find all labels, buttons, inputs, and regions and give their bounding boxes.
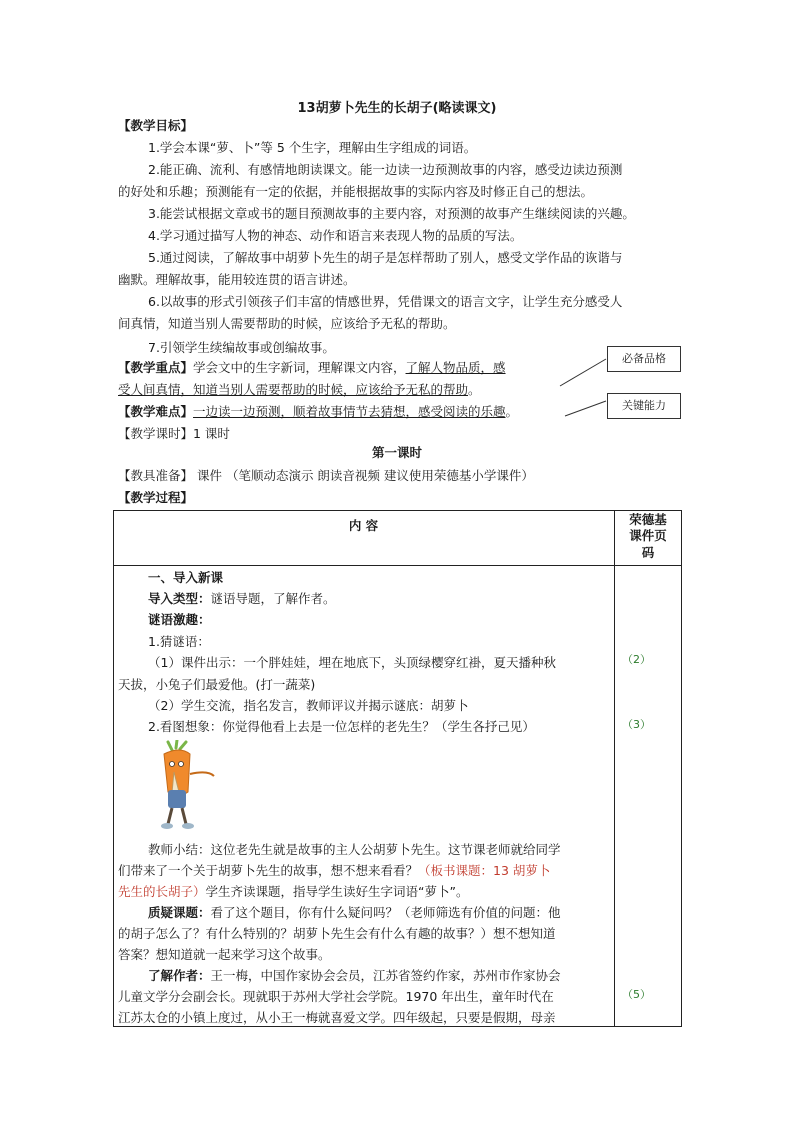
carrot-leaves [168,740,186,750]
page-code: （5） [622,988,651,1001]
difficulty-end: 。 [505,404,519,419]
courseware-line: （1）课件出示：一个胖娃娃，埋在地底下，头顶绿樱穿红褂，夏天播种秋 [148,655,556,670]
class-hours: 【教学课时】1 课时 [118,426,230,441]
question-text: 看了这个题目，你有什么疑问吗？（老师筛选有价值的问题：他 [210,905,561,920]
riddle-label: 谜语激趣： [148,612,211,627]
intro-type [148,589,336,609]
carrot-gentleman-illustration [150,740,220,832]
objective-item: 2.能正确、流利、有感情地朗读课文。能一边读一边预测故事的内容，感受边读边预测 [148,162,623,177]
objective-item: 5.通过阅读，了解故事中胡萝卜先生的胡子是怎样帮助了别人，感受文学作品的诙谐与 [148,250,623,265]
table-header-divider [113,565,681,566]
materials-line: 【教具准备】 课件 （笔顺动态演示 朗读音视频 建议使用荣德基小学课件） [118,468,534,483]
summary-text: 们带来了一个关于胡萝卜先生的故事，想不想来看看？ [118,863,419,878]
key-points-underlined-2: 受人间真情，知道当别人需要帮助的时候，应该给予无私的帮助 [118,382,469,397]
question-line-2: 的胡子怎么了？有什么特别的？胡萝卜先生会有什么有趣的故事？）想不想知道 [118,926,556,941]
summary-line: 教师小结：这位老先生就是故事的主人公胡萝卜先生。这节课老师就给同学 [148,842,561,857]
objective-item: 7.引领学生续编故事或创编故事。 [148,340,335,355]
col-header-pages-3: 码 [641,545,655,560]
arm [190,772,214,776]
intro-type-text: 谜语导题，了解作者。 [210,591,336,606]
guess-step: 1.猜谜语： [148,634,210,649]
question-label: 质疑课题： [148,905,211,920]
author-text: 王一梅，中国作家协会会员，江苏省签约作家，苏州市作家协会 [210,968,561,983]
objectives-heading: 【教学目标】 [118,118,194,133]
objective-item: 4.学习通过描写人物的神态、动作和语言来表现人物的品质的写法。 [148,228,523,243]
page-title: 13胡萝卜先生的长胡子(略读课文) [297,101,497,116]
summary-line-3 [118,882,468,902]
exchange-line: （2）学生交流，指名发言，教师评议并揭示谜底：胡萝卜 [148,698,469,713]
difficulty-label: 【教学难点】 [118,404,194,419]
objective-item: 的好处和乐趣；预测能有一定的依据，并能根据故事的实际内容及时修正自己的想法。 [118,184,594,199]
process-heading: 【教学过程】 [118,490,194,505]
author-line-3: 江苏太仓的小镇上度过，从小王一梅就喜爱文学。四年级起，只要是假期，母亲 [118,1010,556,1025]
summary-line-2 [118,861,550,881]
jacket [168,790,186,808]
connector-line [565,401,606,416]
courseware-line: 天拔，小兔子们最爱他。(打一蔬菜) [118,677,316,692]
col-header-pages-1: 荣德基 [629,512,667,527]
objective-item: 间真情，知道当别人需要帮助的时候，应该给予无私的帮助。 [118,316,456,331]
connector-line [560,359,606,386]
legs [168,808,186,824]
lesson-heading: 第一课时 [371,445,422,460]
table-divider [614,510,615,1026]
col-header-pages-2: 课件页 [629,528,667,543]
tag-key-ability: 关键能力 [607,393,681,419]
question-line [148,903,561,923]
key-points-underlined: 了解人物品质，感 [405,360,506,375]
section-heading: 一、导入新课 [148,570,224,585]
objective-item: 1.学会本课“萝、卜”等 5 个生字，理解由生字组成的词语。 [148,140,477,155]
imagine-line: 2.看图想象：你觉得他看上去是一位怎样的老先生？（学生各抒己见） [148,719,535,734]
intro-type-label: 导入类型： [148,591,211,606]
tag-necessary-character: 必备品格 [607,346,681,372]
question-line-3: 答案？想知道就一起来学习这个故事。 [118,947,331,962]
key-points-label: 【教学重点】 [118,360,194,375]
page-code: （2） [622,653,651,666]
board-writing-2: 先生的长胡子） [118,884,206,899]
author-line [148,966,561,986]
author-label: 了解作者： [148,968,211,983]
objective-item: 6.以故事的形式引领孩子们丰富的情感世界，凭借课文的语言文字，让学生充分感受人 [148,294,623,309]
difficulty-text: 一边读一边预测，顺着故事情节去猜想，感受阅读的乐趣 [193,404,506,419]
key-points-text: 学会文中的生字新词，理解课文内容， [193,360,406,375]
page-code: （3） [622,718,651,731]
summary-text-2: 学生齐读课题，指导学生读好生字词语“萝卜”。 [205,884,469,899]
objective-item: 幽默。理解故事，能用较连贯的语言讲述。 [118,272,356,287]
objective-item: 3.能尝试根据文章或书的题目预测故事的主要内容，对预测的故事产生继续阅读的兴趣。 [148,206,635,221]
key-points-end: 。 [468,382,481,397]
board-writing: （板书课题：13 胡萝卜 [418,863,551,878]
col-header-content: 内 容 [348,518,379,533]
author-line-2: 儿童文学分会副会长。现就职于苏州大学社会学院。1970 年出生，童年时代在 [118,989,554,1004]
